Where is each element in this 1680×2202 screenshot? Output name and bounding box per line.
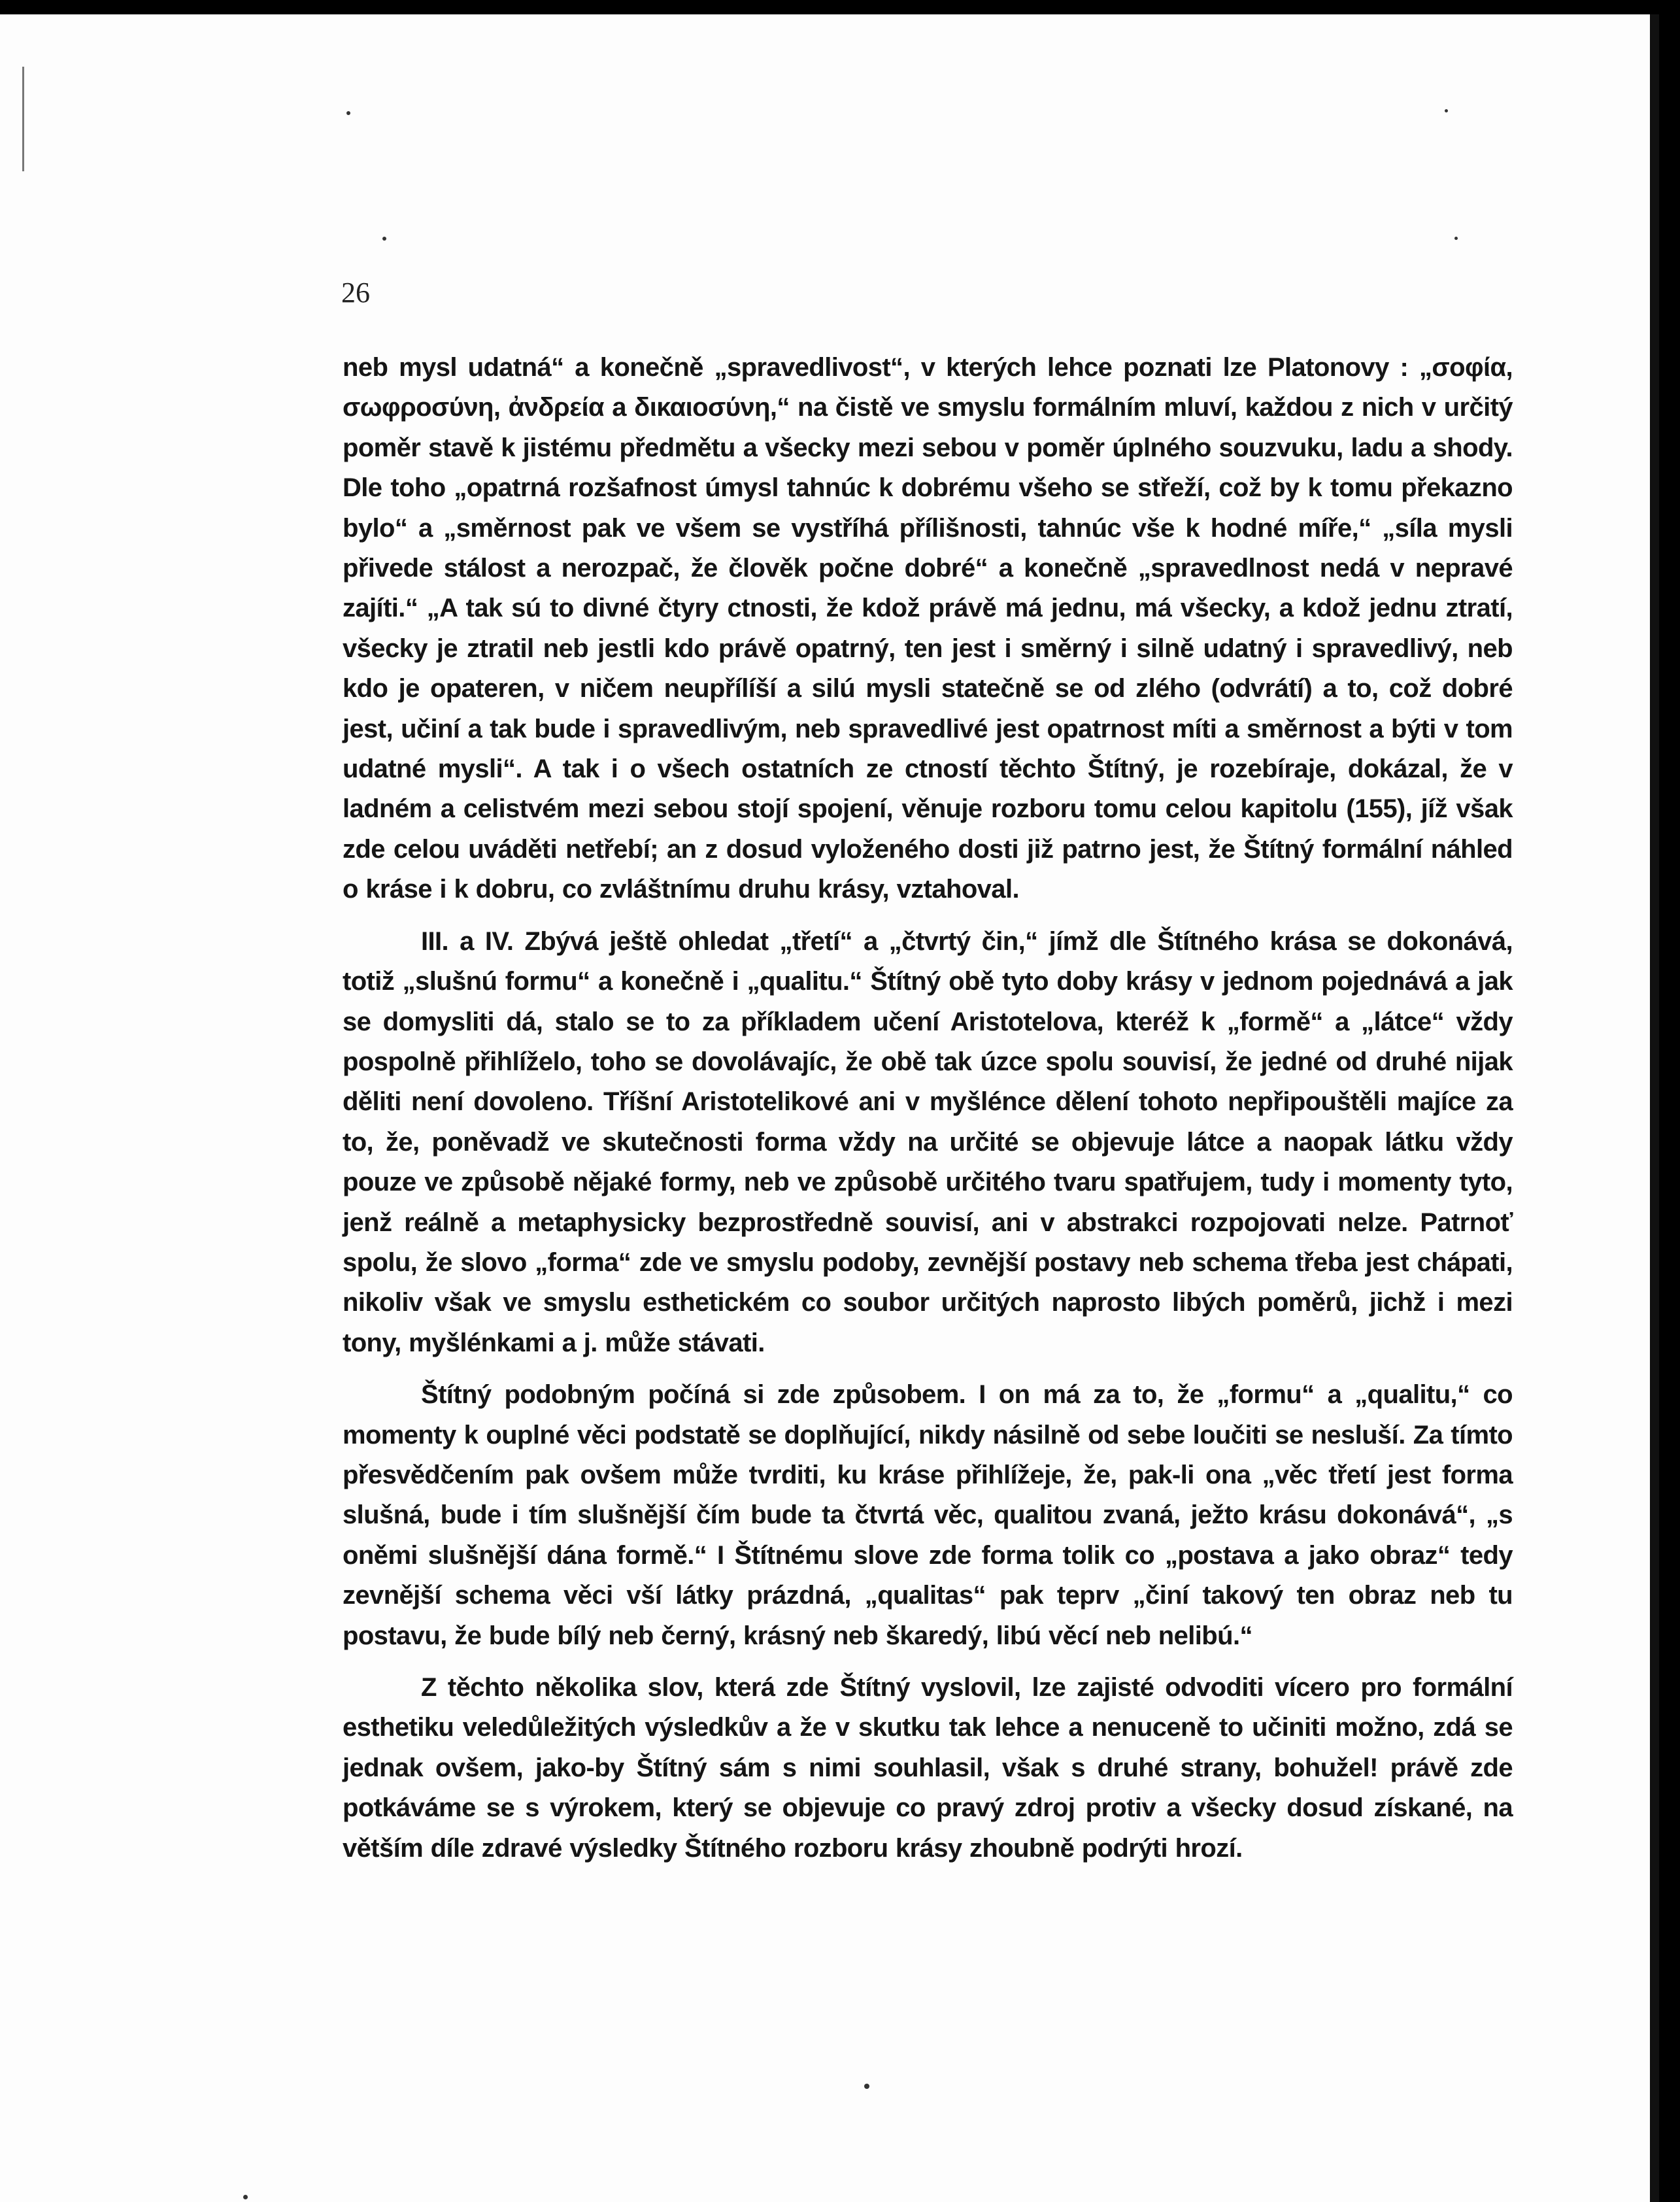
paragraph-3: Štítný podobným počíná si zde způsobem. I on má za to, že „formu“ a „qualitu,“ co momenty k ouplné věci podstatě se doplňující, nikdy násilně od sebe loučiti se nesluší. Za tímto přesvědčením pak ovšem může tvrditi, ku kráse přihlížeje, že, pak-li ona „věc třetí jest forma slušná, bude i tím slušnější čím bude ta čtvrtá věc, qualitou zvaná, ježto krásu dokonává“, „s oněmi slušnější dána formě.“ I Štítnému slove zde forma tolik co „postava a jako obraz“ tedy zevnější schema věci vší látky prázdná, „qualitas“ pak teprv „činí takový ten obraz neb tu postavu, že bude bílý neb černý, krásný neb škaredý, libú věcí neb nelibú.“ <box>343 1380 1513 1650</box>
paragraph-1: neb mysl udatná“ a konečně „spravedlivost“, v kterých lehce poznati lze Platonovy : „σοφία, σωφροσύνη, ἀνδρεία a δικαιοσύνη,“ na čistě ve smyslu formálním mluví, každou z nich v určitý poměr stavě k jistému předmětu a všecky mezi sebou v poměr úplného souzvuku, ladu a shody. Dle toho „opatrná rozšafnost úmysl tahnúc k dobrému všeho se střeží, což by k tomu překazno bylo“ a „směrnost pak ve všem se vystříhá přílišnosti, tahnúc vše k hodné míře,“ „síla mysli přivede stálost a nerozpač, že člověk počne dobré“ a konečně „spravedlnost nedá v nepravé zajíti.“ „A tak sú to divné čtyry ctnosti, že kdož právě má jednu, má všecky, a kdož jednu ztratí, všecky je ztratil neb jestli kdo právě opatrný, ten jest i směrný i silně udatný i spravedlivý, neb kdo je opateren, v ničem neupřílíší a silú mysli statečně se od zlého (odvrátí) a to, což dobré jest, učiní a tak bude i spravedlivým, neb spravedlivé jest opatrnost míti a směrnost a býti v tom udatné mysli“. A tak i o všech ostatních ze ctností těchto Štítný, je rozebíraje, dokázal, že v ladném a celistvém mezi sebou stojí spojení, věnuje rozboru tomu celou kapitolu (155), jíž však zde celou uváděti netřebí; an z dosud vyloženého dosti již patrno jest, že Štítný formální náhled o kráse i k dobru, co zvláštnímu druhu krásy, vztahoval. <box>343 353 1513 904</box>
speck <box>382 237 386 241</box>
page-number: 26 <box>341 277 370 309</box>
paragraph-4: Z těchto několika slov, která zde Štítný vyslovil, lze zajisté odvoditi vícero pro formální esthetiku veledůležitých výsledkův a že v skutku tak lehce a nenuceně to učiniti možno, zdá se jednak ovšem, jako-by Štítný sám s nimi souhlasil, však s druhé strany, bohužel! právě zde potkáváme se s výrokem, který se objevuje co pravý zdroj protiv a všecky dosud získané, na větším díle zdravé výsledky Štítného rozboru krásy zhoubně podrýti hrozí. <box>343 1673 1513 1863</box>
speck <box>1454 237 1458 240</box>
speck <box>346 111 350 115</box>
speck <box>864 2084 869 2089</box>
paragraph-2: III. a IV. Zbývá ještě ohledat „třetí“ a „čtvrtý čin,“ jímž dle Štítného krása se dokonává, totiž „slušnú formu“ a konečně i „qualitu.“ Štítný obě tyto doby krásy v jednom pojednává a jak se domysliti dá, stalo se to za příkladem učení Aristotelova, kteréž k „formě“ a „látce“ vždy pospolně přihlíželo, toho se dovolávajíc, že obě tak úzce spolu souvisí, že jedné od druhé nijak děliti není dovoleno. Tříšní Aristotelikové ani v myšlénce dělení tohoto nepřipouštěli majíce za to, že, poněvadž ve skutečnosti forma vždy na určité se objevuje látce a naopak látku vždy pouze ve způsobě nějaké formy, neb ve způsobě určitého tvaru spatřujem, tudy i momenty tyto, jenž reálně a metaphysicky bezprostředně souvisí, ani v abstrakci rozpojovati nelze. Patrnoť spolu, že slovo „forma“ zde ve smyslu podoby, zevnější postavy neb schema třeba jest chápati, nikoliv však ve smyslu esthetickém co soubor určitých naprosto libých poměrů, jichž i mezi tony, myšlénkami a j. může stávati. <box>343 926 1513 1357</box>
speck <box>243 2195 248 2199</box>
body-text <box>343 348 1513 1880</box>
speck <box>1445 109 1448 112</box>
scanned-page <box>0 14 1659 2202</box>
left-edge-shadow <box>22 67 24 171</box>
